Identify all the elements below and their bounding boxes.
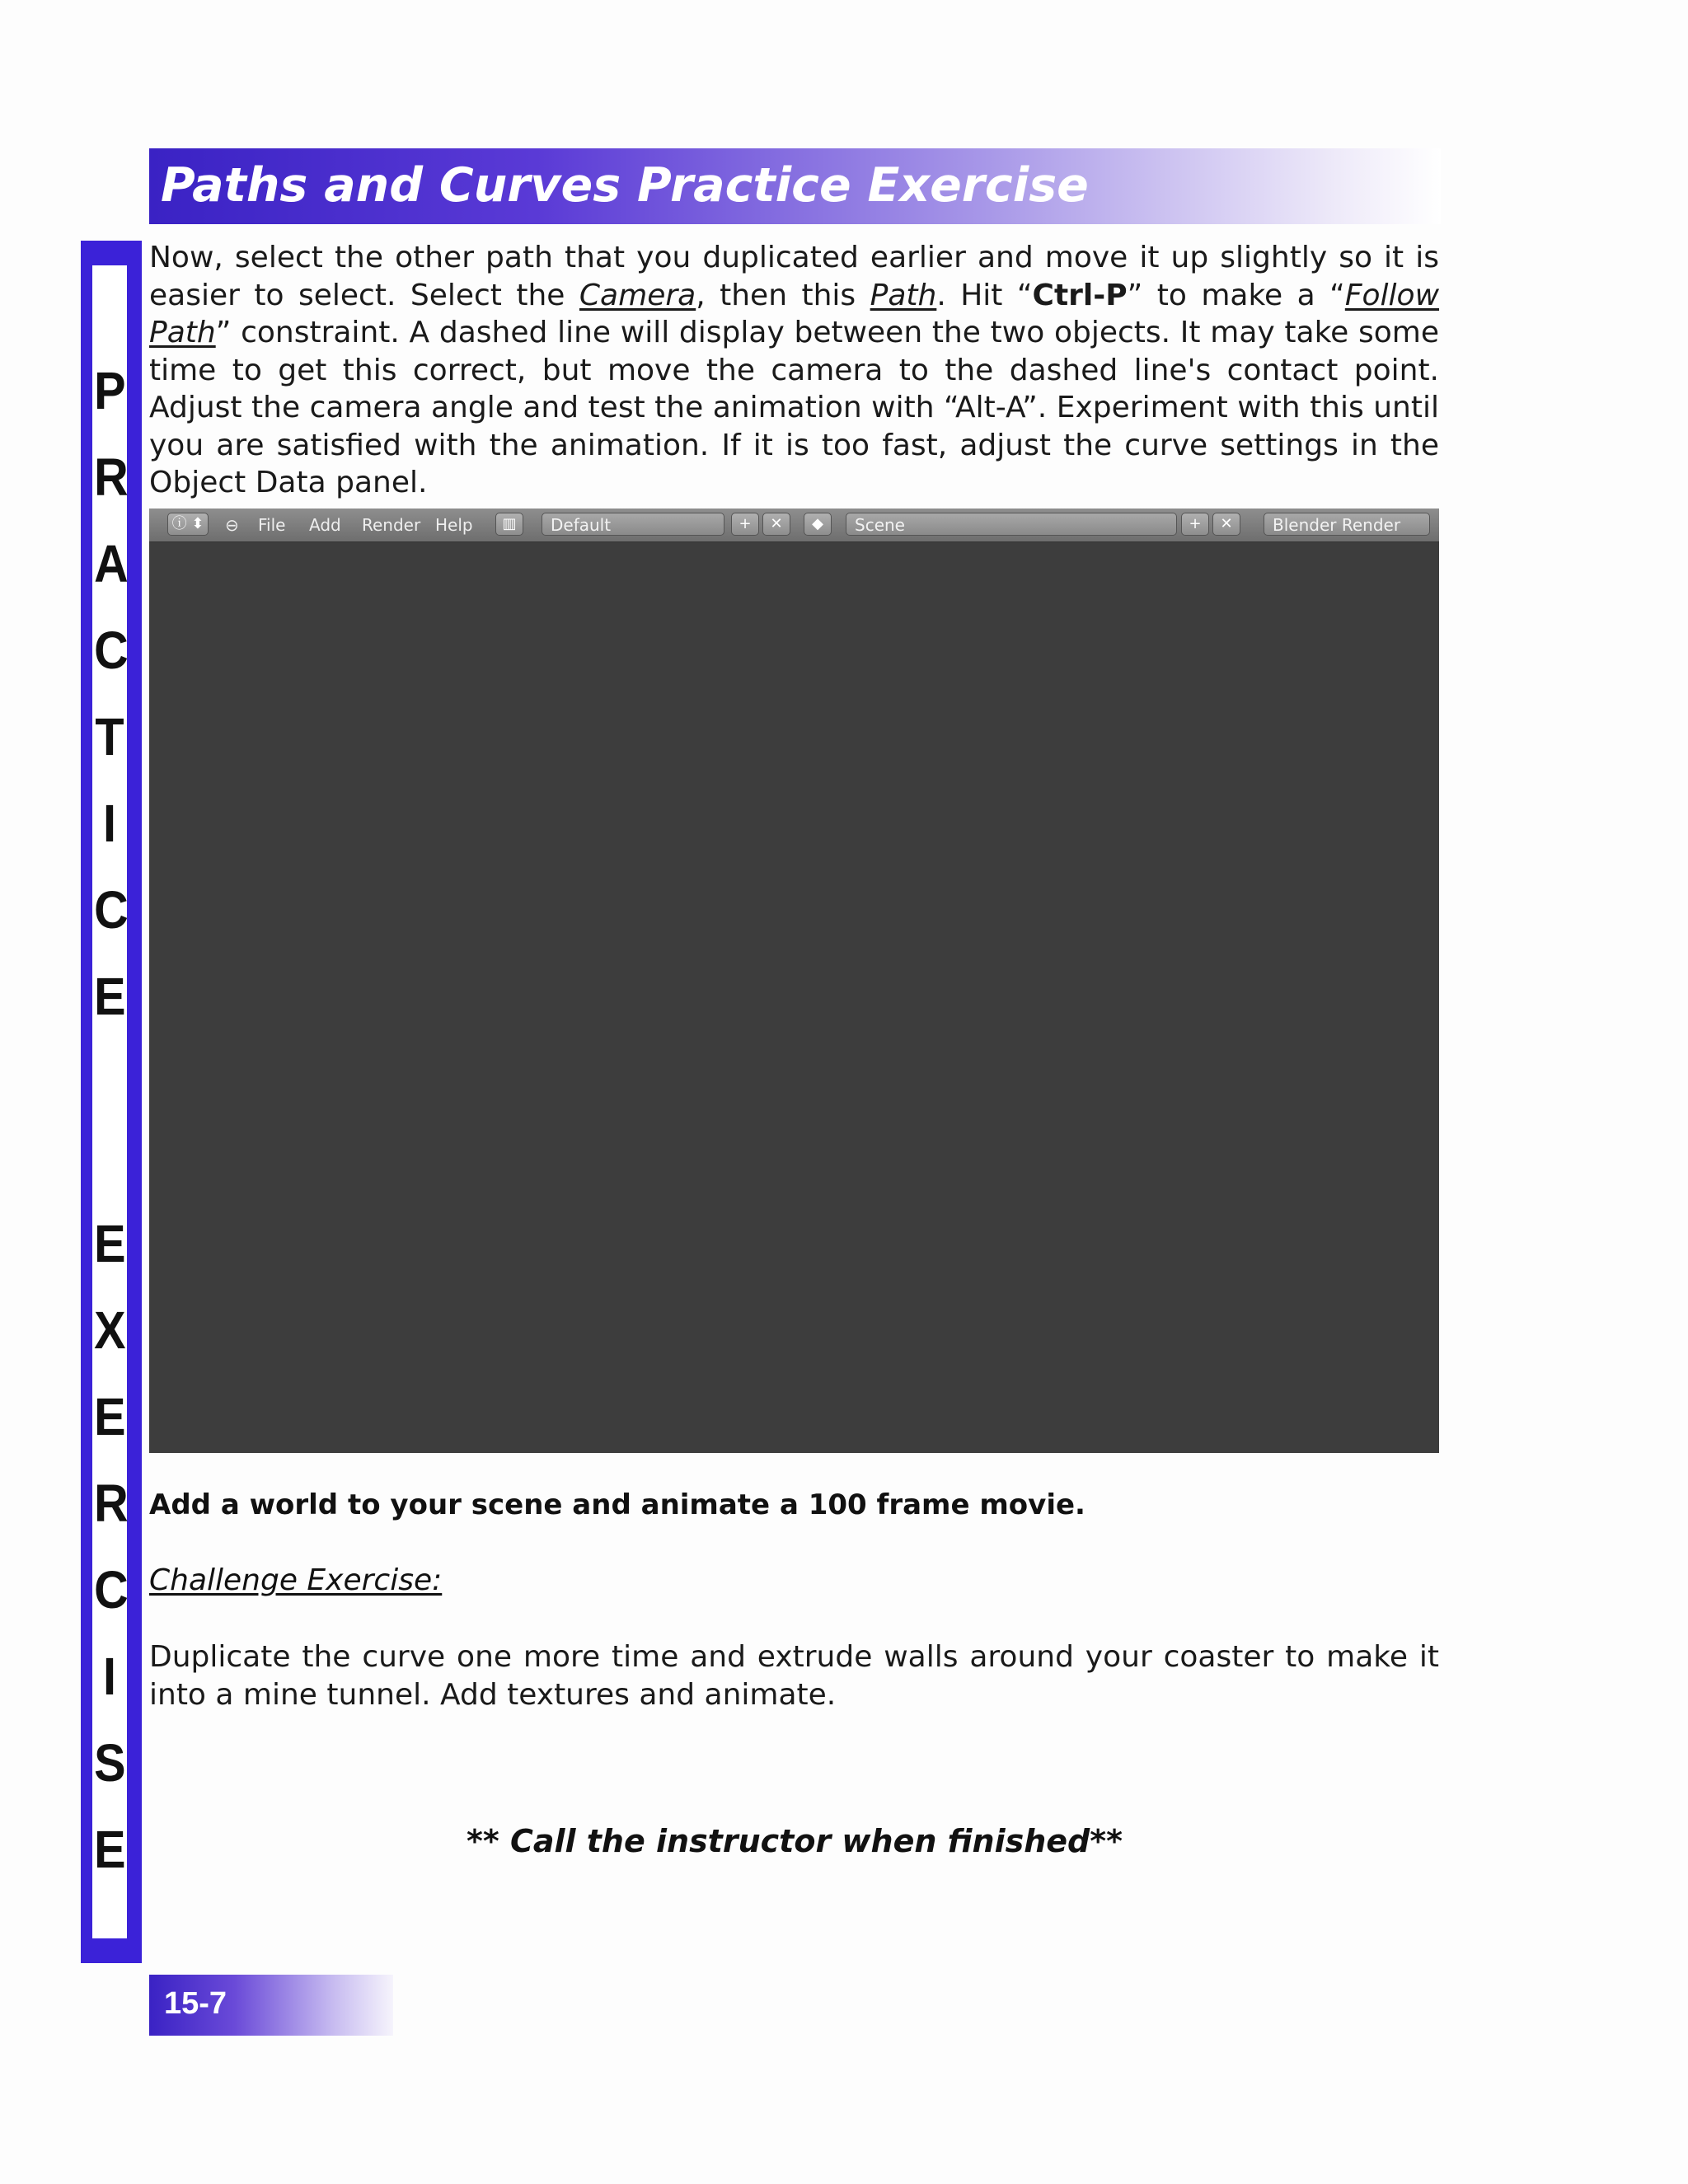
info-editor-type-button[interactable]: ⓘ ⬍ [167,513,209,536]
menu-render[interactable]: Render [362,515,421,535]
layout-icon[interactable]: ▥ [495,513,523,536]
sidebar-letter: R [94,448,129,507]
follow-path-term: Follow Path [149,278,1440,349]
title-banner [149,148,1441,224]
sidebar-inner [92,265,127,1938]
intro-text: Now, select the other path that you duplicated earlier and move it up slightly so it is easier to select. Select the [149,241,1439,312]
path-term: Path [870,278,937,312]
sidebar-letter: T [95,707,124,766]
sidebar-letter: E [94,1820,126,1879]
sidebar-letter: S [94,1733,126,1793]
menu-add[interactable]: Add [309,515,341,535]
practice-exercise-sidebar [81,241,142,1963]
challenge-title: Challenge Exercise: [149,1563,443,1597]
render-engine-field[interactable]: Blender Render [1264,513,1430,536]
intro-text: ” constraint. A dashed line will display between the two objects. It may take some time to get this correct, but move the camera to the dashed line's contact point. Adjust the camera angle and test the animation with “Alt-A”. Experiment with this until you are satisfied with the animation. If it is too fast, adjust the curve settings in the Object Data panel. [149,316,1439,499]
collapse-icon[interactable]: ⊖ [225,515,239,535]
info-header [149,509,1439,542]
world-task: Add a world to your scene and animate a 100 frame movie. [149,1488,1085,1521]
intro-text: , then this [696,278,870,312]
remove-layout-icon[interactable]: ✕ [762,513,790,536]
intro-text: ” to make a “ [1127,278,1345,312]
sidebar-letter: X [94,1301,126,1360]
sidebar-letter: C [94,880,129,940]
sidebar-letter: C [94,1560,129,1619]
sidebar-letter: E [94,1387,126,1446]
sidebar-letter: E [94,1214,126,1273]
scene-field[interactable]: Scene [846,513,1177,536]
layout-field[interactable]: Default [542,513,724,536]
add-layout-icon[interactable]: + [731,513,759,536]
intro-text: . Hit “ [936,278,1033,312]
page-number: 15-7 [164,1986,227,2021]
ctrl-p-shortcut: Ctrl-P [1032,278,1128,312]
remove-scene-icon[interactable]: ✕ [1212,513,1240,536]
menu-help[interactable]: Help [435,515,473,535]
intro-paragraph [149,239,1439,502]
add-scene-icon[interactable]: + [1181,513,1209,536]
challenge-text: Duplicate the curve one more time and extrude walls around your coaster to make it into a mine tunnel. Add textures and animate. [149,1640,1439,1712]
camera-term: Camera [579,278,696,312]
menu-file[interactable]: File [258,515,286,535]
sidebar-letter: I [102,1647,117,1706]
page-number-box [149,1975,393,2036]
page-title: Paths and Curves Practice Exercise [161,158,1089,213]
call-instructor: ** Call the instructor when finished** [466,1823,1123,1859]
sidebar-letter: R [94,1474,129,1533]
scene-icon[interactable]: ◆ [804,513,832,536]
sidebar-letter: I [102,794,117,853]
sidebar-letter: E [94,967,126,1026]
sidebar-letter: C [94,621,129,680]
sidebar-letter: A [94,534,129,593]
blender-screenshot [149,509,1439,1453]
sidebar-letter: P [94,361,126,420]
